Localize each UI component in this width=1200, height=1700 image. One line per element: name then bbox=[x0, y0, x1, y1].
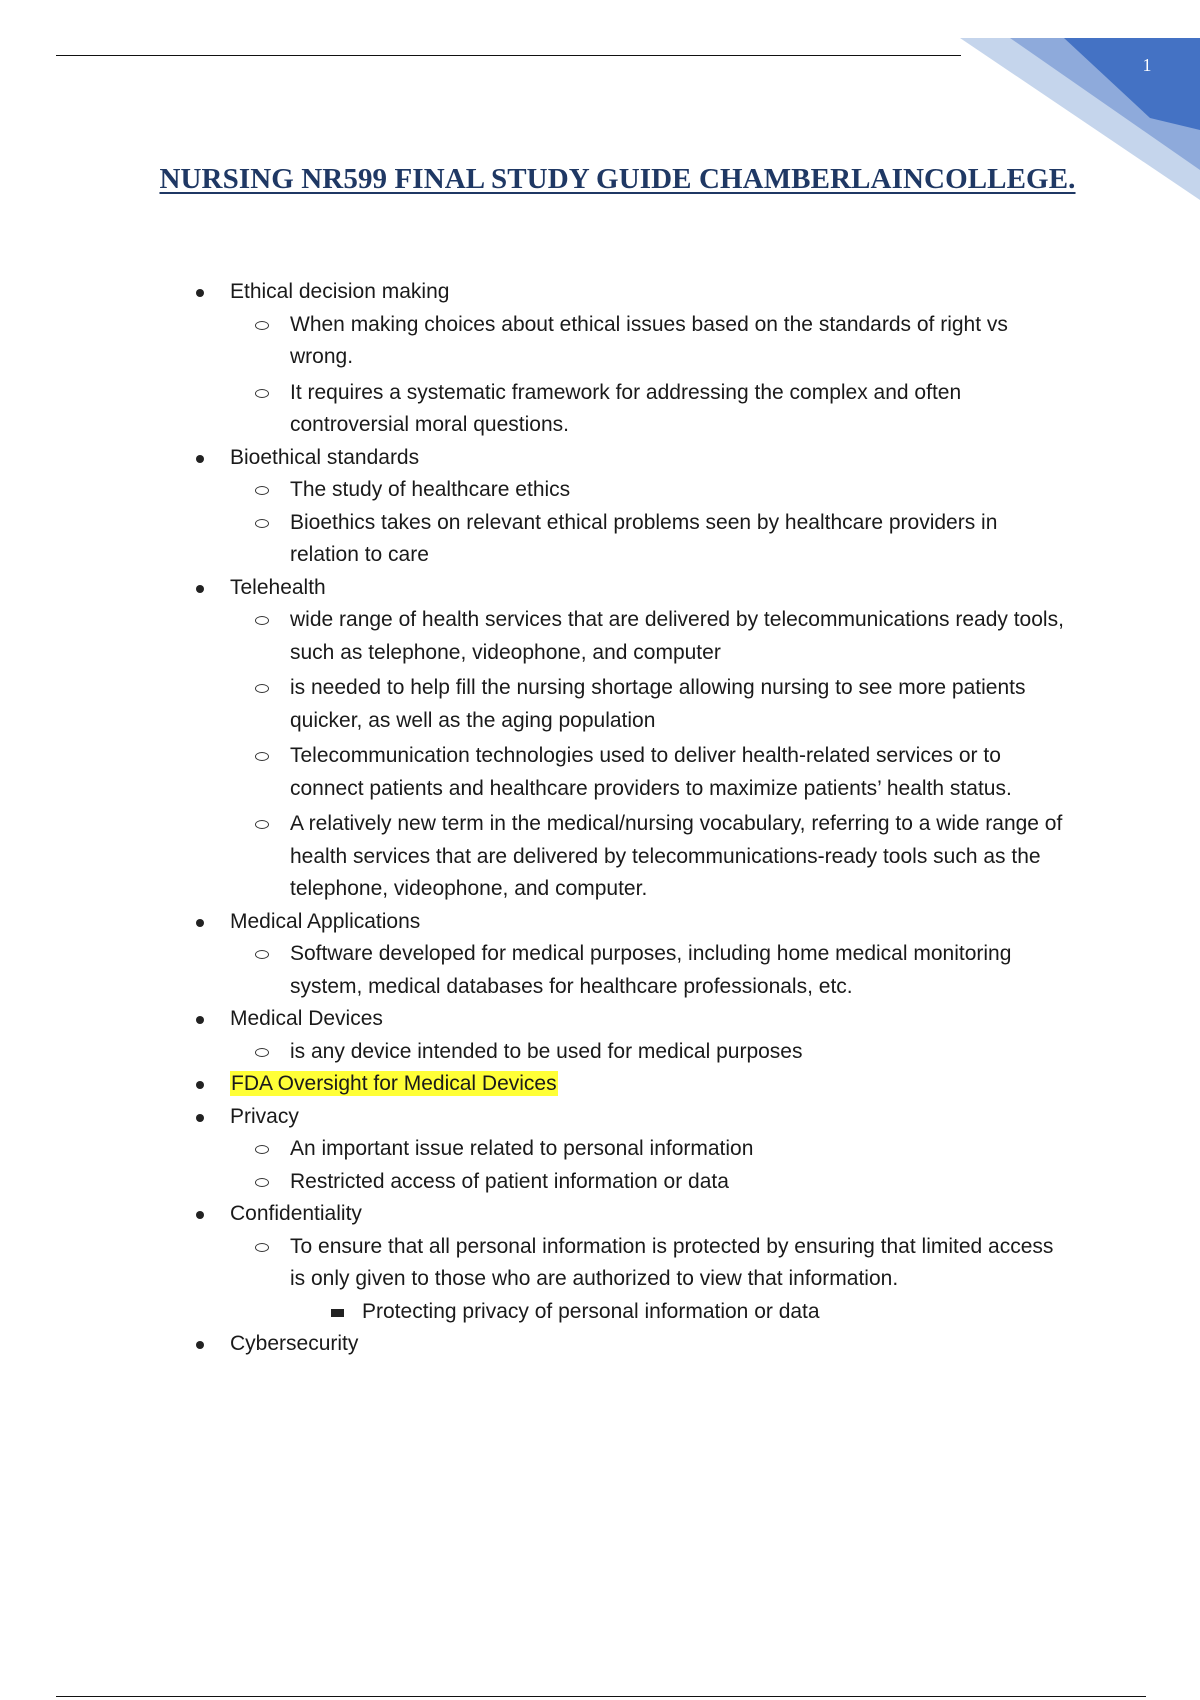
hollow-bullet-icon bbox=[255, 486, 269, 495]
study-guide-outline bbox=[0, 276, 1200, 1361]
outline-item-telehealth bbox=[0, 572, 1060, 605]
sub-item bbox=[0, 1036, 1070, 1069]
sub-item-text: Telecommunication technologies used to deliver health-related services or to connect patients and healthcare providers to maximize patients’ health status. bbox=[290, 744, 1012, 800]
outline-item-label: Ethical decision making bbox=[230, 280, 450, 303]
sub-item bbox=[0, 604, 1070, 669]
hollow-bullet-icon bbox=[255, 752, 269, 761]
sub-item-text: Software developed for medical purposes, including home medical monitoring system, medical databases for healthcare professionals, etc. bbox=[290, 942, 1012, 998]
outline-item-label: Telehealth bbox=[230, 575, 326, 599]
outline-item-bioethical-standards bbox=[0, 442, 1060, 475]
hollow-bullet-icon bbox=[255, 1178, 269, 1187]
outline-item-medical-applications bbox=[0, 906, 1060, 939]
sub-item bbox=[0, 1133, 1070, 1166]
bullet-icon bbox=[196, 1341, 204, 1349]
outline-item-confidentiality bbox=[0, 1198, 1060, 1231]
sub-item bbox=[0, 740, 1070, 805]
outline-item-label: Medical Devices bbox=[230, 1007, 383, 1030]
sub-item bbox=[0, 672, 1070, 737]
sub-item-text: It requires a systematic framework for addressing the complex and often controversial moral questions. bbox=[290, 380, 962, 436]
sub-item bbox=[0, 938, 1070, 1003]
outline-item-privacy bbox=[0, 1101, 1060, 1134]
sub-item-text: is needed to help fill the nursing shortage allowing nursing to see more patients quicker, as well as the aging population bbox=[290, 676, 1026, 732]
hollow-bullet-icon bbox=[255, 321, 269, 330]
sub-item-text: When making choices about ethical issues based on the standards of right vs wrong. bbox=[290, 312, 1008, 368]
bullet-icon bbox=[196, 1211, 204, 1219]
hollow-bullet-icon bbox=[255, 684, 269, 693]
outline-item-label: Medical Applications bbox=[230, 909, 421, 933]
bullet-icon bbox=[196, 455, 204, 463]
outline-item-label: Confidentiality bbox=[230, 1202, 362, 1225]
bullet-icon bbox=[196, 919, 204, 927]
bullet-icon bbox=[196, 1081, 204, 1089]
sub-sub-item bbox=[0, 1296, 1062, 1329]
sub-item-text: A relatively new term in the medical/nursing vocabulary, referring to a wide range of health services that are delivered by telecommunications-ready tools such as the telephone, videophone, and computer. bbox=[290, 812, 1063, 900]
sub-item bbox=[0, 474, 1070, 507]
hollow-bullet-icon bbox=[255, 820, 269, 829]
outline-item-fda-oversight bbox=[0, 1068, 1060, 1101]
sub-sub-item-text: Protecting privacy of personal information or data bbox=[362, 1299, 820, 1323]
outline-item-label: Cybersecurity bbox=[230, 1332, 359, 1355]
sub-item-text: Bioethics takes on relevant ethical problems seen by healthcare providers in relation to care bbox=[290, 510, 998, 566]
outline-item-medical-devices bbox=[0, 1003, 1060, 1036]
sub-item-text: Restricted access of patient information or data bbox=[290, 1169, 729, 1193]
sub-item bbox=[0, 507, 1070, 572]
outline-item-label: Bioethical standards bbox=[230, 445, 420, 469]
sub-item-text: is any device intended to be used for medical purposes bbox=[290, 1039, 803, 1063]
document-title: NURSING NR599 FINAL STUDY GUIDE CHAMBERLAINCOLLEGE. bbox=[159, 163, 1076, 195]
hollow-bullet-icon bbox=[255, 1243, 269, 1252]
bullet-icon bbox=[196, 1114, 204, 1122]
hollow-bullet-icon bbox=[255, 1145, 269, 1154]
hollow-bullet-icon bbox=[255, 1048, 269, 1057]
sub-item bbox=[0, 377, 1070, 442]
bullet-icon bbox=[196, 1016, 204, 1024]
outline-item-label: Privacy bbox=[230, 1104, 299, 1128]
sub-item-text: The study of healthcare ethics bbox=[290, 478, 571, 501]
outline-item-ethical-decision-making bbox=[0, 276, 1060, 309]
footer-rule bbox=[56, 1696, 1146, 1697]
header-rule bbox=[56, 55, 961, 56]
sub-item bbox=[0, 309, 1070, 374]
bullet-icon bbox=[196, 289, 204, 297]
hollow-bullet-icon bbox=[255, 519, 269, 528]
sub-item bbox=[0, 1166, 1070, 1199]
hollow-bullet-icon bbox=[255, 616, 269, 625]
sub-item-text: wide range of health services that are delivered by telecommunications ready tools, such as telephone, videophone, and computer bbox=[290, 608, 1064, 664]
hollow-bullet-icon bbox=[255, 389, 269, 398]
sub-item-text: An important issue related to personal information bbox=[290, 1137, 754, 1160]
highlighted-label: FDA Oversight for Medical Devices bbox=[231, 1072, 557, 1095]
sub-item bbox=[0, 1231, 1070, 1296]
sub-item bbox=[0, 808, 1070, 906]
sub-item-text: To ensure that all personal information is protected by ensuring that limited access is only given to those who are authorized to view that information. bbox=[290, 1234, 1054, 1290]
square-bullet-icon bbox=[331, 1309, 344, 1317]
bullet-icon bbox=[196, 585, 204, 593]
page-number: 1 bbox=[1142, 55, 1152, 75]
outline-item-cybersecurity bbox=[0, 1328, 1060, 1361]
hollow-bullet-icon bbox=[255, 950, 269, 959]
